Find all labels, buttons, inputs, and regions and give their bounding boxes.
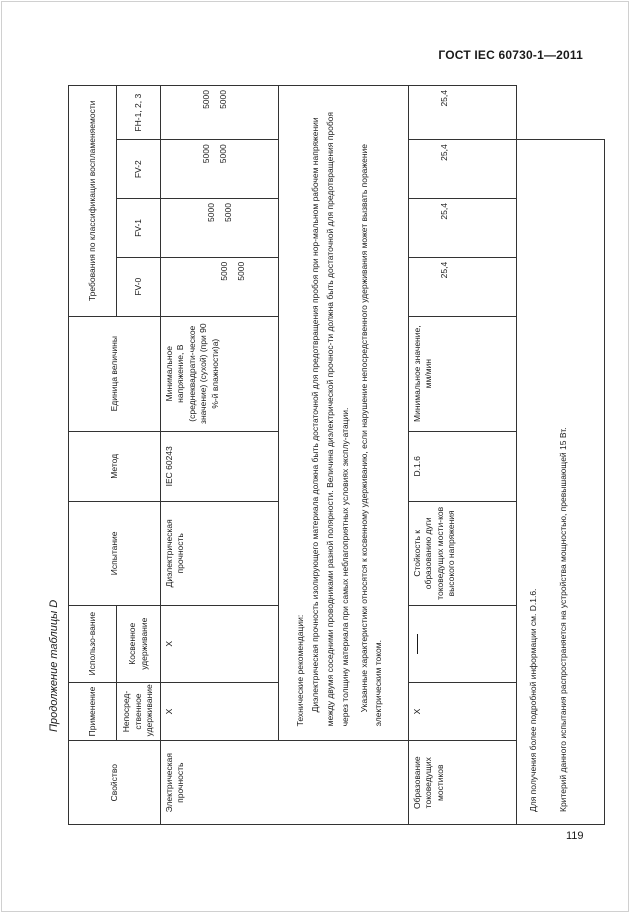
row1-fv1 <box>161 199 279 258</box>
row1-direct: X <box>161 682 279 741</box>
rotated-table-area <box>68 85 583 825</box>
row1-unit: Минимальное напряжение, В (среднеквадрати-ческое значение) (сухой) (при 90 %-й влажности)a) <box>161 316 279 431</box>
row2-unit: Минимальное значение, мм/мин <box>409 316 517 431</box>
row2-fv2 <box>409 140 517 199</box>
row2-fh <box>409 86 517 140</box>
col-fv0-header: FV-0 <box>117 257 161 316</box>
row1-fh-humid: 5000 <box>218 90 229 109</box>
row1-fh <box>161 86 279 140</box>
col-unit-header: Единица величины <box>69 316 161 431</box>
row2-fv2-value: 25,4 <box>439 144 449 161</box>
row2-indirect <box>409 605 517 682</box>
page-number: 119 <box>566 830 584 842</box>
document-code: ГОСТ IEC 60730-1—2011 <box>438 48 583 62</box>
technical-note <box>279 86 409 741</box>
row1-method: IEC 60243 <box>161 431 279 501</box>
row1-fv2-dry: 5000 <box>201 144 211 164</box>
col-indirect-header: Косвенное удерживание <box>117 605 161 682</box>
table-row <box>161 86 279 825</box>
row1-fv1-dry: 5000 <box>206 203 216 222</box>
header-row-1 <box>69 86 117 825</box>
dash-mark <box>417 634 418 654</box>
note-paragraph-2: Указанные характеристики относятся к косвенному удерживанию, если нарушение непосредственного удерживания может вызвать поражение электрическим током. <box>358 144 384 727</box>
row2-fv0-value: 25,4 <box>439 261 449 279</box>
row1-fv1-humid: 5000 <box>223 203 234 222</box>
requirements-table <box>68 85 605 825</box>
row2-fv1 <box>409 199 517 258</box>
continuation-label: Продолжение таблицы D <box>48 599 60 732</box>
row2-fv0 <box>409 257 517 316</box>
note-paragraph-1: Диэлектрическая прочность изолирующего материала должна быть достаточной для предотвращения пробоя при нор-мальном рабочем напряжении между двумя соседними проводниками разной полярности. Величина диэлектрической прочнос-ти должна быть достаточной для предотвращения пробоя через толщину материала при самых неблагоприятных условиях эксплу-атации. <box>309 111 350 727</box>
row1-fv0-dry: 5000 <box>219 261 229 281</box>
row1-fv2 <box>161 140 279 199</box>
col-test-header: Испытание <box>69 501 161 605</box>
row2-direct: X <box>409 682 517 741</box>
footnote-cell <box>517 140 605 825</box>
col-direct-header: Непосред-ственное удерживание <box>117 682 161 741</box>
row2-test: Стойкость к образованию дуги токоведущих мости-ков высокого напряжения <box>409 501 517 605</box>
footnote-line-2: Критерий данного испытания распространяется на устройства мощностью, превышающей 15 Вт. <box>558 427 569 812</box>
note-row <box>279 86 409 825</box>
col-fv1-header: FV-1 <box>117 199 161 258</box>
row1-indirect: X <box>161 605 279 682</box>
table-wrapper <box>68 85 583 825</box>
row1-fv2-humid: 5000 <box>218 144 229 164</box>
row2-fh-value: 25,4 <box>439 90 449 107</box>
col-method-header: Метод <box>69 431 161 501</box>
row1-fv0 <box>161 257 279 316</box>
row1-test: Диэлектрическая прочность <box>161 501 279 605</box>
col-fv2-header: FV-2 <box>117 140 161 199</box>
row1-fv0-humid: 5000 <box>236 261 247 281</box>
footnote-row <box>517 86 605 825</box>
row2-property: Образование токоведущих мостиков <box>409 741 517 825</box>
row1-property: Электрическая прочность <box>161 741 409 825</box>
footnote-line-1: Для получения более подробной информации см. D.1.6. <box>528 588 538 812</box>
table-row <box>409 86 517 825</box>
col-application-header: Применение <box>69 682 117 741</box>
col-property-header: Свойство <box>69 741 161 825</box>
row2-method: D.1.6 <box>409 431 517 501</box>
row2-fv1-value: 25,4 <box>439 203 449 220</box>
col-requirements-header: Требования по классификации воспламеняемости <box>69 86 117 317</box>
note-title: Технические рекомендации: <box>295 614 305 727</box>
row1-fh-dry: 5000 <box>201 90 211 109</box>
col-usage-header: Использо-вание <box>69 605 117 682</box>
col-fh-header: FH-1, 2, 3 <box>117 86 161 140</box>
